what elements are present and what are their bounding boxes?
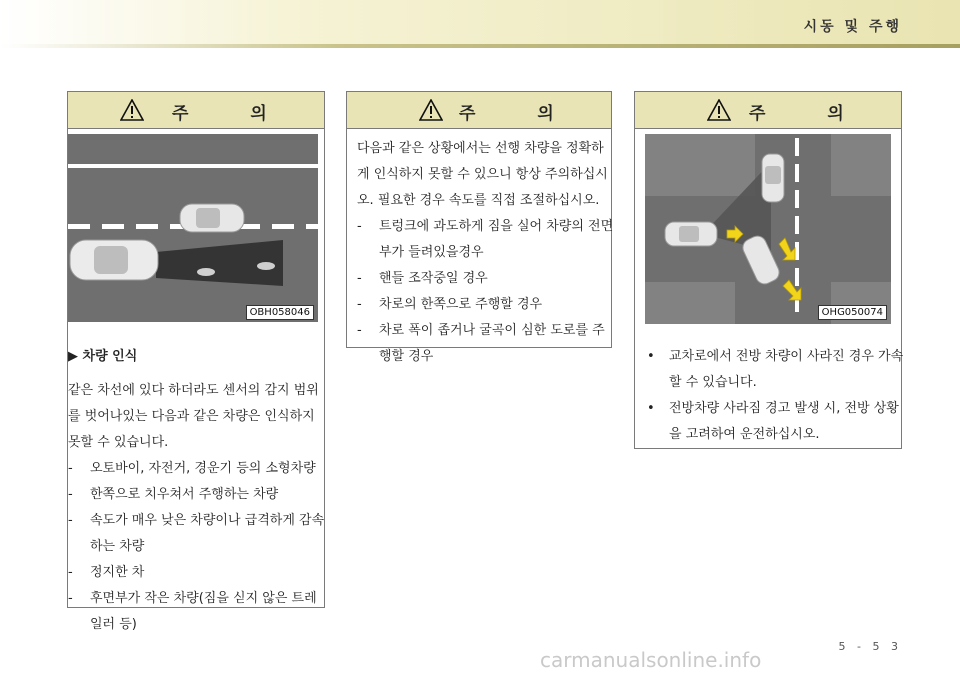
panel-text-left xyxy=(68,344,325,638)
intro-line: 를 벗어나있는 다음과 같은 차량은 인식하지 xyxy=(68,409,315,424)
list-item: - 한쪽으로 치우쳐서 주행하는 차량 xyxy=(68,487,279,502)
top-rule xyxy=(0,44,960,48)
caution-panel-left xyxy=(67,91,325,632)
figure-code: OBH058046 xyxy=(246,305,314,320)
warning-icon xyxy=(419,99,443,121)
intro-line: 못할 수 있습니다. xyxy=(68,435,169,450)
section-title: 시동 및 주행 xyxy=(803,19,902,35)
list-item: - 트렁크에 과도하게 짐을 실어 차량의 전면 부가 들려있을경우 xyxy=(357,219,614,260)
panel-text-right xyxy=(647,344,904,448)
list-item: - 정지한 차 xyxy=(68,565,145,580)
list-item: - 차로 폭이 좁거나 굴곡이 심한 도로를 주 행할 경우 xyxy=(357,323,605,364)
figure-lane-detection xyxy=(68,134,318,324)
intro-line: 다음과 같은 상황에서는 선행 차량을 정확하 xyxy=(357,141,604,156)
list-item: - 속도가 매우 낮은 차량이나 급격하게 감속 하는 차량 xyxy=(68,513,325,554)
own-car xyxy=(70,240,158,280)
list-item: - 후면부가 작은 차량(짐을 싣지 않은 트레 일러 등) xyxy=(68,591,317,632)
panel-heading: 주 의 xyxy=(459,104,582,124)
caution-panel-middle xyxy=(346,91,614,364)
caution-panel-right xyxy=(634,91,902,449)
car-disappeared xyxy=(762,154,784,202)
panel-header xyxy=(635,92,901,129)
warning-icon xyxy=(120,99,144,121)
car-ahead xyxy=(180,204,244,232)
panel-heading: 주 의 xyxy=(172,104,295,124)
intro-line: 오. 필요한 경우 속도를 직접 조절하십시오. xyxy=(357,193,600,208)
panel-header xyxy=(68,92,324,129)
panel-heading: 주 의 xyxy=(749,104,872,124)
list-item: • 교차로에서 전방 차량이 사라진 경우 가속 할 수 있습니다. xyxy=(647,349,904,390)
watermark-text: carmanualsonline.info xyxy=(540,648,762,672)
intro-line: 같은 차선에 있다 하더라도 센서의 감지 범위 xyxy=(68,383,319,398)
warning-icon xyxy=(707,99,731,121)
intro-line: 게 인식하지 못할 수 있으니 항상 주의하십시 xyxy=(357,167,608,182)
crossing-car xyxy=(665,222,717,246)
page-number: 5 - 5 3 xyxy=(838,640,902,653)
panel-text-middle xyxy=(357,136,614,370)
list-item: - 핸들 조작중일 경우 xyxy=(357,271,488,286)
figure-code: OHG050074 xyxy=(818,305,887,320)
figure-intersection xyxy=(645,134,891,324)
list-item: - 차로의 한쪽으로 주행할 경우 xyxy=(357,297,543,312)
subheading: ▶ 차량 인식 xyxy=(68,349,138,364)
top-banner xyxy=(0,0,960,46)
list-item: • 전방차량 사라짐 경고 발생 시, 전방 상황 을 고려하여 운전하십시오. xyxy=(647,401,899,442)
panel-header xyxy=(347,92,611,129)
list-item: - 오토바이, 자전거, 경운기 등의 소형차량 xyxy=(68,461,316,476)
